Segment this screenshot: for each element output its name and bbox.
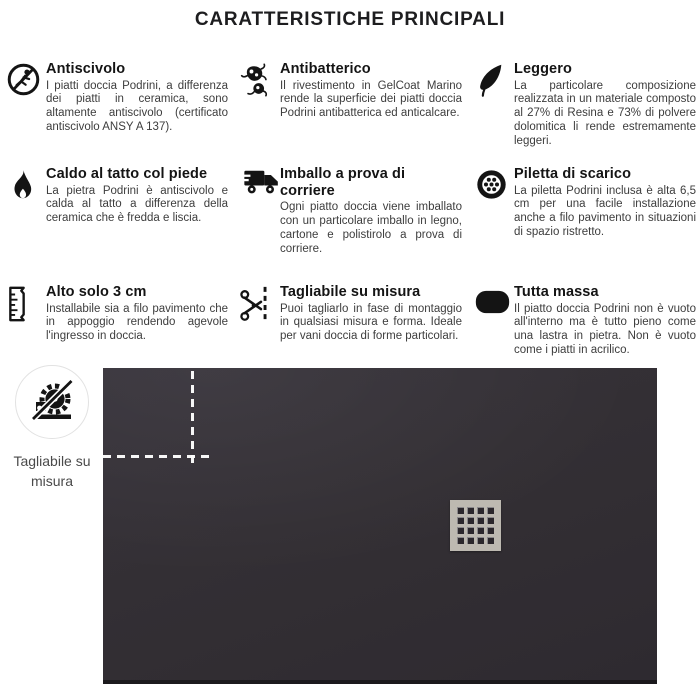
delivery-truck-icon <box>240 166 280 284</box>
feature-heading: Tagliabile su misura <box>280 284 421 300</box>
feature-tagliabile <box>240 284 462 358</box>
feature-body: La pietra Podrini è antiscivolo e calda al tatto a differenza della ceramica che è fredda e liscia. <box>46 184 228 225</box>
feature-heading: Leggero <box>514 61 572 77</box>
flame-icon <box>6 166 46 284</box>
feature-heading: Piletta di scarico <box>514 166 632 182</box>
feature-body: I piatti doccia Podrini, a differenza dei piatti in ceramica, sono altamente antiscivolo (certificato antiscivolo ANSY A 137). <box>46 79 228 134</box>
feature-body: Il rivestimento in GelCoat Marino rende la superficie dei piatti doccia Podrini antibatterica ed anticalcare. <box>280 79 462 120</box>
feature-heading: Alto solo 3 cm <box>46 284 147 300</box>
feature-body: La particolare composizione realizzata in un materiale composto al 27% di Resina e 73% di polvere dolomitica li rende estremamente leggeri. <box>514 79 696 147</box>
feature-body: Il piatto doccia Podrini non è vuoto all'interno ma è tutto pieno come una lastra in pietra. Non è vuoto come i piatti in acrilico. <box>514 302 696 357</box>
scissors-icon <box>240 284 280 358</box>
shower-tray-image <box>103 368 657 684</box>
drain-grate <box>450 500 501 551</box>
feather-icon <box>474 61 514 166</box>
feature-body: Installabile sia a filo pavimento che in appoggio rendendo agevole l'ingresso in doccia. <box>46 302 228 343</box>
cut-line-horizontal <box>103 455 211 458</box>
bacteria-icon <box>240 61 280 166</box>
feature-piletta <box>474 166 696 284</box>
feature-antibatterico <box>240 61 462 166</box>
cut-line-vertical <box>191 371 194 465</box>
cut-badge <box>6 365 98 491</box>
circular-saw-icon <box>15 365 89 439</box>
feature-alto-3cm <box>6 284 228 358</box>
feature-body: La piletta Podrini inclusa è alta 6,5 cm per una facile installazione anche a filo pavimento in situazioni di spazio ristretto. <box>514 184 696 239</box>
feature-antiscivolo <box>6 61 228 166</box>
ruler-icon <box>6 284 46 358</box>
solid-mass-icon <box>474 284 514 358</box>
drain-grate-holes <box>457 507 494 544</box>
feature-imballo <box>240 166 462 284</box>
feature-heading: Antibatterico <box>280 61 371 77</box>
feature-heading: Imballo a prova di corriere <box>280 166 406 199</box>
no-slip-icon <box>6 61 46 166</box>
feature-body: Puoi tagliarlo in fase di montaggio in qualsiasi misura e forma. Ideale per vani doccia di forme particolari. <box>280 302 462 343</box>
cut-badge-label: Tagliabile su misura <box>13 453 91 489</box>
feature-body: Ogni piatto doccia viene imballato con un particolare imballo in legno, cartone e polistirolo a prova di corriere. <box>280 201 462 255</box>
feature-heading: Caldo al tatto col piede <box>46 166 208 182</box>
feature-tutta-massa <box>474 284 696 358</box>
features-grid <box>0 61 700 358</box>
feature-leggero <box>474 61 696 166</box>
page-title: CARATTERISTICHE PRINCIPALI <box>194 9 506 30</box>
feature-heading: Antiscivolo <box>46 61 126 77</box>
feature-heading: Tutta massa <box>514 284 599 300</box>
feature-caldo-al-tatto <box>6 166 228 284</box>
drain-icon <box>474 166 514 284</box>
